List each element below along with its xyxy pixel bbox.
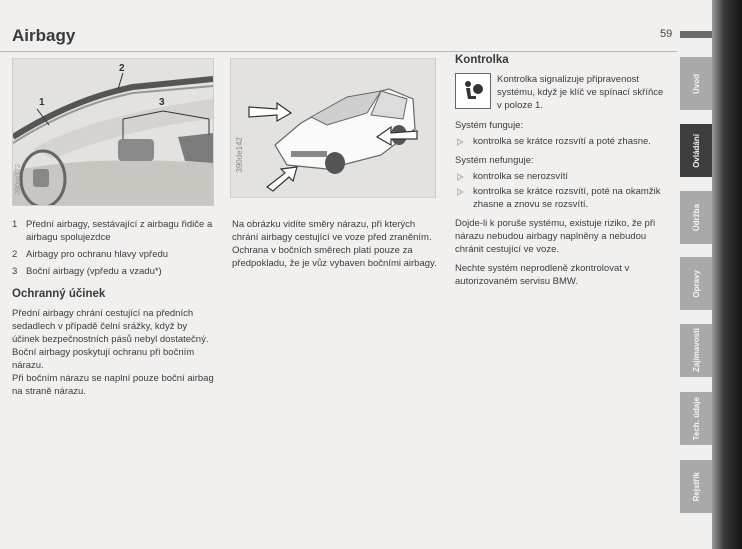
- section-heading-indicator: Kontrolka: [455, 54, 509, 66]
- list-item: [12, 248, 217, 261]
- figure1-code: 390us172: [15, 164, 22, 195]
- impact-description: Na obrázku vidíte směry nárazu, při kterých chrání airbagy cestující ve voze před zraněním. Ochrana v bočních směrech platí pouze za předpokladu, že je vůz vybaven bočními airbagy.: [232, 219, 437, 269]
- tab-tech-udaje[interactable]: Tech. údaje: [680, 392, 712, 445]
- system-ok-label: Systém funguje:: [455, 120, 524, 131]
- callout-2: 2: [119, 63, 125, 74]
- system-fail-label: Systém nefunguje:: [455, 155, 534, 166]
- list-text: Boční airbagy (vpředu a vzadu*): [26, 266, 162, 277]
- tab-udrzba[interactable]: Údržba: [680, 191, 712, 244]
- figure2-code: 390de142: [235, 137, 244, 173]
- section-tabs: [680, 57, 712, 513]
- title-rule: [0, 51, 677, 52]
- page-number: 59: [660, 28, 673, 40]
- page-title: Airbagy: [12, 26, 76, 45]
- car-illustration: [231, 59, 435, 197]
- column-right: [455, 54, 670, 294]
- system-fail-item: kontrolka se krátce rozsvítí, poté na okamžik zhasne a znovu se rozsvítí.: [455, 185, 670, 211]
- protection-paragraph-1: Přední airbagy chrání cestující na předních sedadlech v případě čelní srážky, když by účinek bezpečnostních pásů nebyl dostatečný. Boční airbagy poskytují ochranu při bočním nárazu.: [12, 308, 209, 371]
- callout-3: 3: [159, 97, 165, 108]
- list-number: 2: [12, 249, 18, 260]
- tab-rejstrik[interactable]: Rejstřík: [680, 460, 712, 513]
- page-number-bar: [680, 31, 712, 38]
- bullet-triangle-icon: [457, 188, 464, 196]
- impact-directions-figure: [230, 58, 436, 198]
- list-text: Airbagy pro ochranu hlavy vpředu: [26, 249, 169, 260]
- list-item: [12, 265, 217, 278]
- indicator-text: Kontrolka signalizuje připravenost systému, když je klíč ve spínací skříňce v poloze 1.: [497, 74, 664, 111]
- airbag-interior-figure: [12, 58, 214, 206]
- airbag-warning-icon: [455, 73, 491, 109]
- section-heading-protection: Ochranný účinek: [12, 288, 106, 300]
- interior-illustration: [13, 59, 213, 205]
- protection-paragraph-2: Při bočním nárazu se naplní pouze boční airbag na straně nárazu.: [12, 373, 214, 397]
- list-number: 1: [12, 219, 18, 230]
- system-ok-item: kontrolka se krátce rozsvítí a poté zhasne.: [455, 135, 670, 148]
- bullet-triangle-icon: [457, 173, 464, 181]
- failure-risk-paragraph: Dojde-li k poruše systému, existuje riziko, že při nárazu nebudou airbagy naplněny a nebudou chránit cestující ve voze.: [455, 218, 656, 255]
- callout-1: 1: [39, 97, 45, 108]
- column-middle: [232, 218, 440, 276]
- list-number: 3: [12, 266, 18, 277]
- list-item: [12, 218, 217, 244]
- tab-opravy[interactable]: Opravy: [680, 257, 712, 310]
- tab-zajimavosti[interactable]: Zajímavosti: [680, 324, 712, 377]
- service-paragraph: Nechte systém neprodleně zkontrolovat v autorizovaném servisu BMW.: [455, 263, 630, 287]
- book-spine-edge: [712, 0, 742, 549]
- tab-uvod[interactable]: Úvod: [680, 57, 712, 110]
- indicator-block: [455, 73, 670, 113]
- bullet-triangle-icon: [457, 138, 464, 146]
- column-left: [12, 218, 217, 404]
- system-fail-item: kontrolka se nerozsvítí: [455, 170, 670, 183]
- list-text: Přední airbagy, sestávající z airbagu řidiče a airbagu spolujezdce: [26, 219, 213, 243]
- tab-ovladani[interactable]: Ovládání: [680, 124, 712, 177]
